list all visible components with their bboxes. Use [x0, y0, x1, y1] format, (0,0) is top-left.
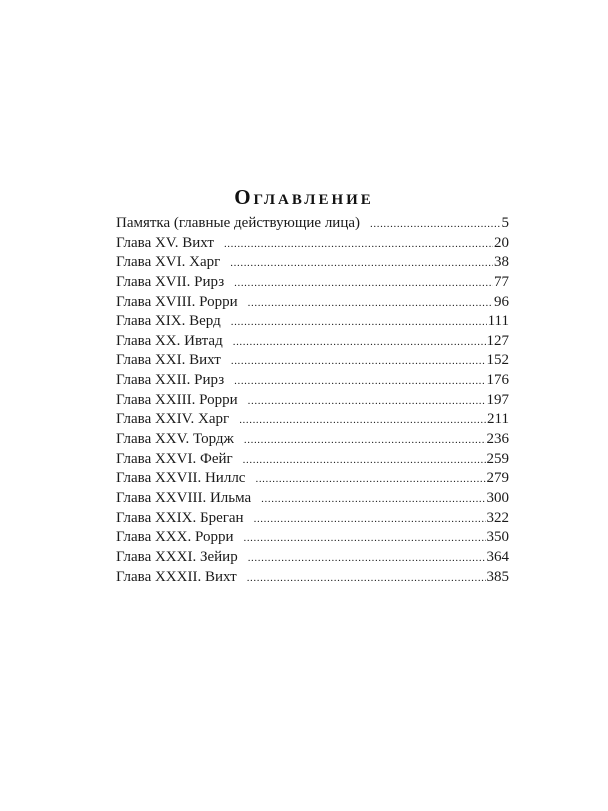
toc-entry-label: Глава XVIII. Рорри	[116, 293, 238, 310]
toc-entry-label: Глава XXIII. Рорри	[116, 391, 238, 408]
toc-entry	[116, 273, 509, 293]
toc-entry-page-number: 322	[486, 509, 509, 526]
toc-entry-page-number: 236	[486, 431, 509, 448]
toc-entry-label: Глава XXX. Рорри	[116, 529, 234, 546]
dot-leader	[230, 254, 493, 274]
toc-entry-label: Памятка (главные действующие лица)	[116, 215, 361, 231]
toc-entry-page-number: 176	[486, 372, 509, 389]
toc-entry	[116, 528, 509, 548]
toc-entry-label: Глава XIX. Верд	[116, 313, 221, 330]
dot-leader	[239, 411, 486, 431]
toc-entry	[116, 312, 509, 332]
toc-entry	[116, 509, 509, 529]
toc-entry-page-number: 259	[486, 450, 509, 467]
toc-entry-page-number: 111	[487, 313, 509, 330]
dot-leader	[255, 470, 485, 490]
dot-leader	[234, 274, 493, 294]
toc-entry-page-number: 5	[501, 215, 509, 231]
dot-leader	[247, 569, 486, 589]
toc-entry-page-number: 96	[494, 293, 509, 310]
toc-entry-page-number: 20	[494, 234, 509, 251]
dot-leader	[248, 392, 486, 412]
toc-entry	[116, 548, 509, 568]
toc-entry	[116, 430, 509, 450]
toc-entry-label: Глава XXVII. Ниллс	[116, 470, 246, 487]
toc-entry-label: Глава XXVI. Фейг	[116, 450, 233, 467]
dot-leader	[224, 235, 493, 255]
toc-entry-label: Глава XV. Вихт	[116, 234, 214, 251]
toc-entry-page-number: 300	[486, 489, 509, 506]
toc-entry	[116, 489, 509, 509]
toc-entry-page-number: 350	[486, 529, 509, 546]
toc-entry-label: Глава XXIX. Бреган	[116, 509, 244, 526]
dot-leader	[254, 510, 486, 530]
toc-entry	[116, 371, 509, 391]
toc-entry	[116, 253, 509, 273]
toc-entry-label: Глава XXIV. Харг	[116, 411, 230, 428]
toc-entry	[116, 234, 509, 254]
dot-leader	[231, 313, 487, 333]
toc-entry-page-number: 364	[486, 548, 509, 565]
toc-entry-page-number: 279	[486, 470, 509, 487]
toc-entry	[116, 469, 509, 489]
toc-entry	[116, 391, 509, 411]
toc-entry-page-number: 197	[486, 391, 509, 408]
toc-entry	[116, 410, 509, 430]
toc-entry	[116, 450, 509, 470]
toc-entry-page-number: 38	[494, 254, 509, 271]
dot-leader	[248, 549, 486, 569]
toc-entry-page-number: 211	[487, 411, 509, 428]
toc-entry-page-number: 385	[486, 568, 509, 585]
toc-entry-label: Глава XXII. Рирз	[116, 372, 225, 389]
toc-entry-label: Глава XXXII. Вихт	[116, 568, 237, 585]
toc-entry-label: Глава XX. Ивтад	[116, 332, 223, 349]
toc-entry-label: Глава XXVIII. Ильма	[116, 489, 252, 506]
dot-leader	[248, 294, 493, 314]
toc-entry	[116, 351, 509, 371]
dot-leader	[370, 215, 500, 235]
toc-entry-label: Глава XVI. Харг	[116, 254, 221, 271]
dot-leader	[243, 451, 486, 471]
dot-leader	[234, 372, 485, 392]
dot-leader	[233, 333, 486, 353]
toc-entry	[116, 293, 509, 313]
toc-entry-label: Глава XXV. Тордж	[116, 431, 234, 448]
dot-leader	[244, 431, 486, 451]
toc-entry	[116, 332, 509, 352]
toc-entry-label: Глава XVII. Рирз	[116, 273, 225, 290]
toc-entry-page-number: 127	[486, 332, 509, 349]
dot-leader	[231, 352, 486, 372]
page-title: Оглавление	[234, 185, 374, 210]
table-of-contents	[116, 214, 509, 587]
toc-entry-page-number: 152	[486, 352, 509, 369]
toc-entry-label: Глава XXXI. Зейир	[116, 548, 238, 565]
toc-entry-label: Глава XXI. Вихт	[116, 352, 221, 369]
dot-leader	[243, 529, 485, 549]
dot-leader	[261, 490, 485, 510]
toc-entry	[116, 568, 509, 588]
toc-entry-page-number: 77	[494, 273, 509, 290]
toc-entry	[116, 214, 509, 234]
